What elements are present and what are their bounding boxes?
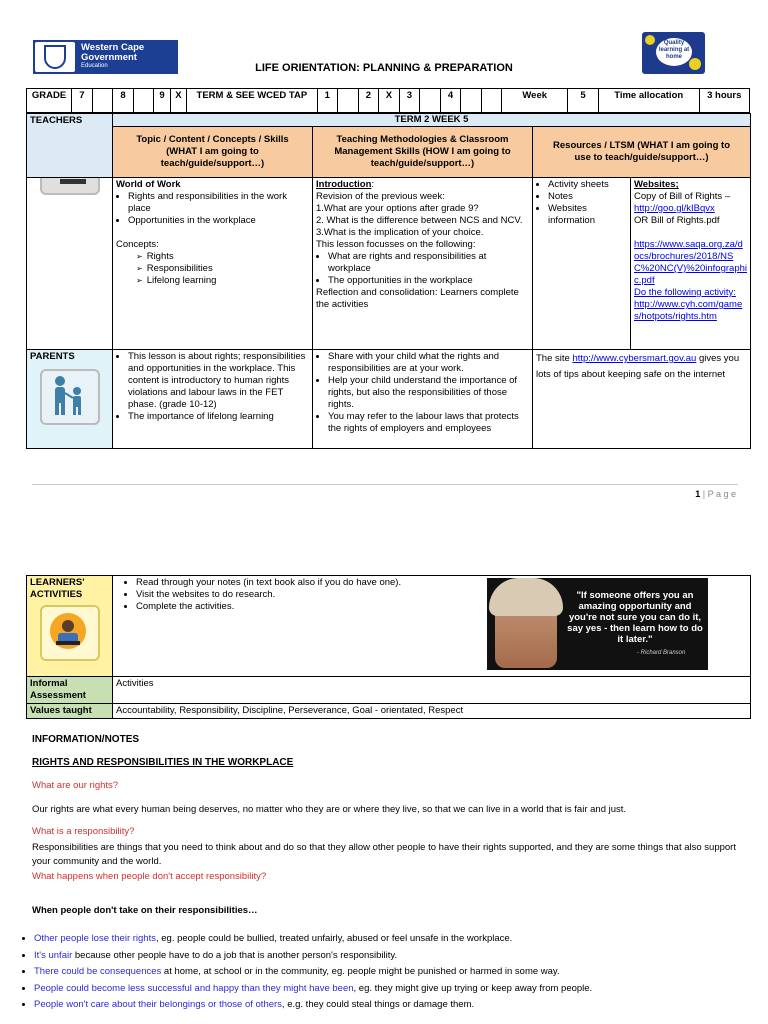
websites-label: Websites; bbox=[634, 179, 679, 190]
concept-item: ➢ Rights bbox=[148, 251, 309, 263]
learners-label: LEARNERS' ACTIVITIES bbox=[30, 577, 85, 600]
list-item: • Other people lose their rights, eg. people could be bullied, treated unfairly, abused or feel unsafe in the workplace. bbox=[34, 931, 764, 948]
saqa-link[interactable]: https://www.saqa.org.za/docs/brochures/2018/NSC%20NC(V)%20infographic.pdf bbox=[634, 239, 747, 286]
resources-list bbox=[536, 179, 627, 227]
quote-author: - Richard Branson bbox=[637, 650, 686, 656]
list-item: • It's unfair because other people have to do a job that is another person's responsibility. bbox=[34, 948, 764, 965]
question-rights: What are our rights? bbox=[32, 780, 119, 791]
time-label: Time allocation bbox=[598, 89, 699, 113]
parents-site-cell bbox=[533, 350, 751, 449]
intro-line: 1.What are your options after grade 9? bbox=[316, 203, 479, 214]
logo-line2: Government bbox=[81, 52, 137, 63]
question-responsibility: What is a responsibility? bbox=[32, 826, 135, 837]
logo-line1: Western Cape bbox=[81, 42, 145, 53]
grade-label: GRADE bbox=[27, 89, 72, 113]
cybersmart-link[interactable]: http://www.cybersmart.gov.au bbox=[572, 353, 697, 364]
intro-line: This lesson focusses on the following: bbox=[316, 239, 476, 250]
learner-item: • Read through your notes (in text book also if you do have one). bbox=[136, 577, 747, 589]
intro-line: Revision of the previous week: bbox=[316, 191, 445, 202]
term-label: TERM & SEE WCED TAP bbox=[187, 89, 317, 113]
informal-label: Informal Assessment bbox=[27, 677, 113, 704]
quote-text: "If someone offers you an amazing opportunity and you're not sure you can do it, say yes - then learn how to do it later." bbox=[567, 590, 703, 645]
methodology-header: Teaching Methodologies & Classroom Management Skills (HOW I am going to teach/guide/support…) bbox=[313, 127, 533, 178]
term-2: 2 bbox=[358, 89, 379, 113]
parents-item: • You may refer to the labour laws that protects the rights of employers and employees bbox=[328, 411, 529, 435]
topic-cell bbox=[113, 178, 313, 350]
parents-col1 bbox=[113, 350, 313, 449]
grade-8: 8 bbox=[113, 89, 134, 113]
topic-title: World of Work bbox=[116, 179, 181, 190]
parents-cell bbox=[27, 350, 113, 449]
intro-item: • What are rights and responsibilities at workplace bbox=[328, 251, 529, 275]
concept-item: ➢ Lifelong learning bbox=[148, 275, 309, 287]
concepts-list bbox=[116, 251, 309, 287]
websites-cell bbox=[631, 178, 751, 350]
learner-item: • Complete the activities. bbox=[136, 601, 747, 613]
answer-rights: Our rights are what every human being deserves, no matter who they are or where they live, so that we can live in a world that is fair and just. bbox=[32, 804, 627, 815]
parents-item: • The importance of lifelong learning bbox=[128, 411, 309, 423]
time-value: 3 hours bbox=[699, 89, 750, 113]
learners-cell bbox=[27, 576, 113, 677]
teachers-label: TEACHERS bbox=[27, 114, 113, 178]
intro-line: 3.What is the implication of your choice. bbox=[316, 227, 484, 238]
intro-label: Introduction bbox=[316, 179, 372, 190]
resources-cell bbox=[533, 178, 631, 350]
informal-value: Activities bbox=[113, 677, 751, 704]
info-heading: INFORMATION/NOTES bbox=[32, 734, 140, 745]
topic-header: Topic / Content / Concepts / Skills (WHAT I am going to teach/guide/support…) bbox=[113, 127, 313, 178]
topic-item: • Rights and responsibilities in the work place bbox=[128, 191, 309, 215]
topic-item: • Opportunities in the workplace bbox=[128, 215, 309, 227]
week-label: Week bbox=[502, 89, 568, 113]
cyh-link[interactable]: http://www.cyh.com/games/hotpots/rights.htm bbox=[634, 299, 743, 322]
answer-responsibility: Responsibilities are things that you need to think about and do so that they allow other people to have their rights supported, and they are some things that also support your community and the world. bbox=[32, 842, 736, 867]
page-label: | P a g e bbox=[702, 489, 736, 499]
term-week: TERM 2 WEEK 5 bbox=[113, 114, 751, 127]
resources-header: Resources / LTSM (WHAT I am going to use to teach/guide/support…) bbox=[533, 127, 751, 178]
learner-item: • Visit the websites to do research. bbox=[136, 589, 747, 601]
topic-list bbox=[116, 191, 309, 227]
term-1: 1 bbox=[317, 89, 338, 113]
teacher-icon bbox=[40, 178, 100, 196]
parents-col2 bbox=[313, 350, 533, 449]
intro-item: • The opportunities in the workplace bbox=[328, 275, 529, 287]
teacher-icon-cell bbox=[27, 178, 113, 350]
list-item: • People could become less successful and happy than they might have been, eg. they might give up trying or keep away from people. bbox=[34, 981, 764, 998]
site-pre: The site bbox=[536, 353, 570, 364]
teachers-parents-table bbox=[26, 113, 751, 449]
when-heading: When people don't take on their responsibilities… bbox=[32, 905, 258, 916]
student-icon bbox=[40, 605, 100, 661]
activity-link[interactable]: Do the following activity: bbox=[634, 287, 736, 298]
values-label: Values taught bbox=[27, 704, 113, 719]
term-2-mark: X bbox=[379, 89, 400, 113]
question-no-responsibility: What happens when people don't accept responsibility? bbox=[32, 871, 267, 882]
planning-table bbox=[26, 88, 750, 113]
intro-tail: Reflection and consolidation: Learners complete the activities bbox=[316, 287, 519, 310]
parent-child-icon bbox=[40, 369, 100, 425]
list-item: • There could be consequences at home, at school or in the community, eg. people might be punished or harmed in some way. bbox=[34, 964, 764, 981]
list-item: • People won't care about their belongings or those of others, e.g. they could steal things or damage them. bbox=[34, 997, 764, 1014]
concept-item: ➢ Responsibilities bbox=[148, 263, 309, 275]
logo-sub: Education bbox=[81, 63, 108, 69]
resource-item: • Activity sheets bbox=[548, 179, 627, 191]
intro-list bbox=[316, 251, 529, 287]
parents-item: • This lesson is about rights; responsibilities and opportunities in the workplace. This content is introductory to human rights violations and labour laws in the FET phase. (grade 10-12) bbox=[128, 351, 309, 411]
site-post: gives you lots of tips about keeping safe on the internet bbox=[536, 353, 740, 380]
intro-line: 2. What is the difference between NCS and NCV. bbox=[316, 215, 523, 226]
parents-item: • Share with your child what the rights and responsibilities are at your work. bbox=[328, 351, 529, 375]
resource-item: • Notes bbox=[548, 191, 627, 203]
quality-learning-text: Quality learning at home bbox=[656, 38, 692, 66]
branson-quote-image bbox=[487, 578, 708, 670]
concepts-label: Concepts: bbox=[116, 239, 159, 250]
footer-divider bbox=[32, 484, 738, 485]
grade-9: 9 bbox=[154, 89, 170, 113]
term-4: 4 bbox=[440, 89, 461, 113]
web-or: OR Bill of Rights.pdf bbox=[634, 215, 720, 226]
consequences-list bbox=[18, 931, 764, 1014]
rights-heading: RIGHTS AND RESPONSIBILITIES IN THE WORKPLACE bbox=[32, 757, 294, 768]
methodology-cell: Introduction: Revision of the previous week: 1.What are your options after grade 9? 2. What is the difference between NCS and NCV. 3.What is the implication of your choice. This lesson focusses on the following: • What are rights and responsibilities at workplace • The opportunities in the workplace Reflection and consolidation: Learners complete the activities bbox=[313, 178, 533, 350]
values-value: Accountability, Responsibility, Discipline, Perseverance, Goal - orientated, Respect bbox=[113, 704, 751, 719]
page-number bbox=[620, 489, 736, 499]
parents-label: PARENTS bbox=[30, 351, 75, 362]
week-value: 5 bbox=[568, 89, 599, 113]
grade-7: 7 bbox=[72, 89, 93, 113]
web-copy: Copy of Bill of Rights – bbox=[634, 191, 731, 202]
bill-of-rights-link[interactable]: http://goo.gl/kIBqvx bbox=[634, 203, 715, 214]
page-num: 1 bbox=[695, 489, 701, 499]
resource-item: • Websites information bbox=[548, 203, 627, 227]
grade-9-mark: X bbox=[170, 89, 186, 113]
page-title: LIFE ORIENTATION: PLANNING & PREPARATION bbox=[255, 62, 513, 74]
term-3: 3 bbox=[399, 89, 420, 113]
parents-item: • Help your child understand the importance of rights, but also the responsibilities of those rights. bbox=[328, 375, 529, 411]
